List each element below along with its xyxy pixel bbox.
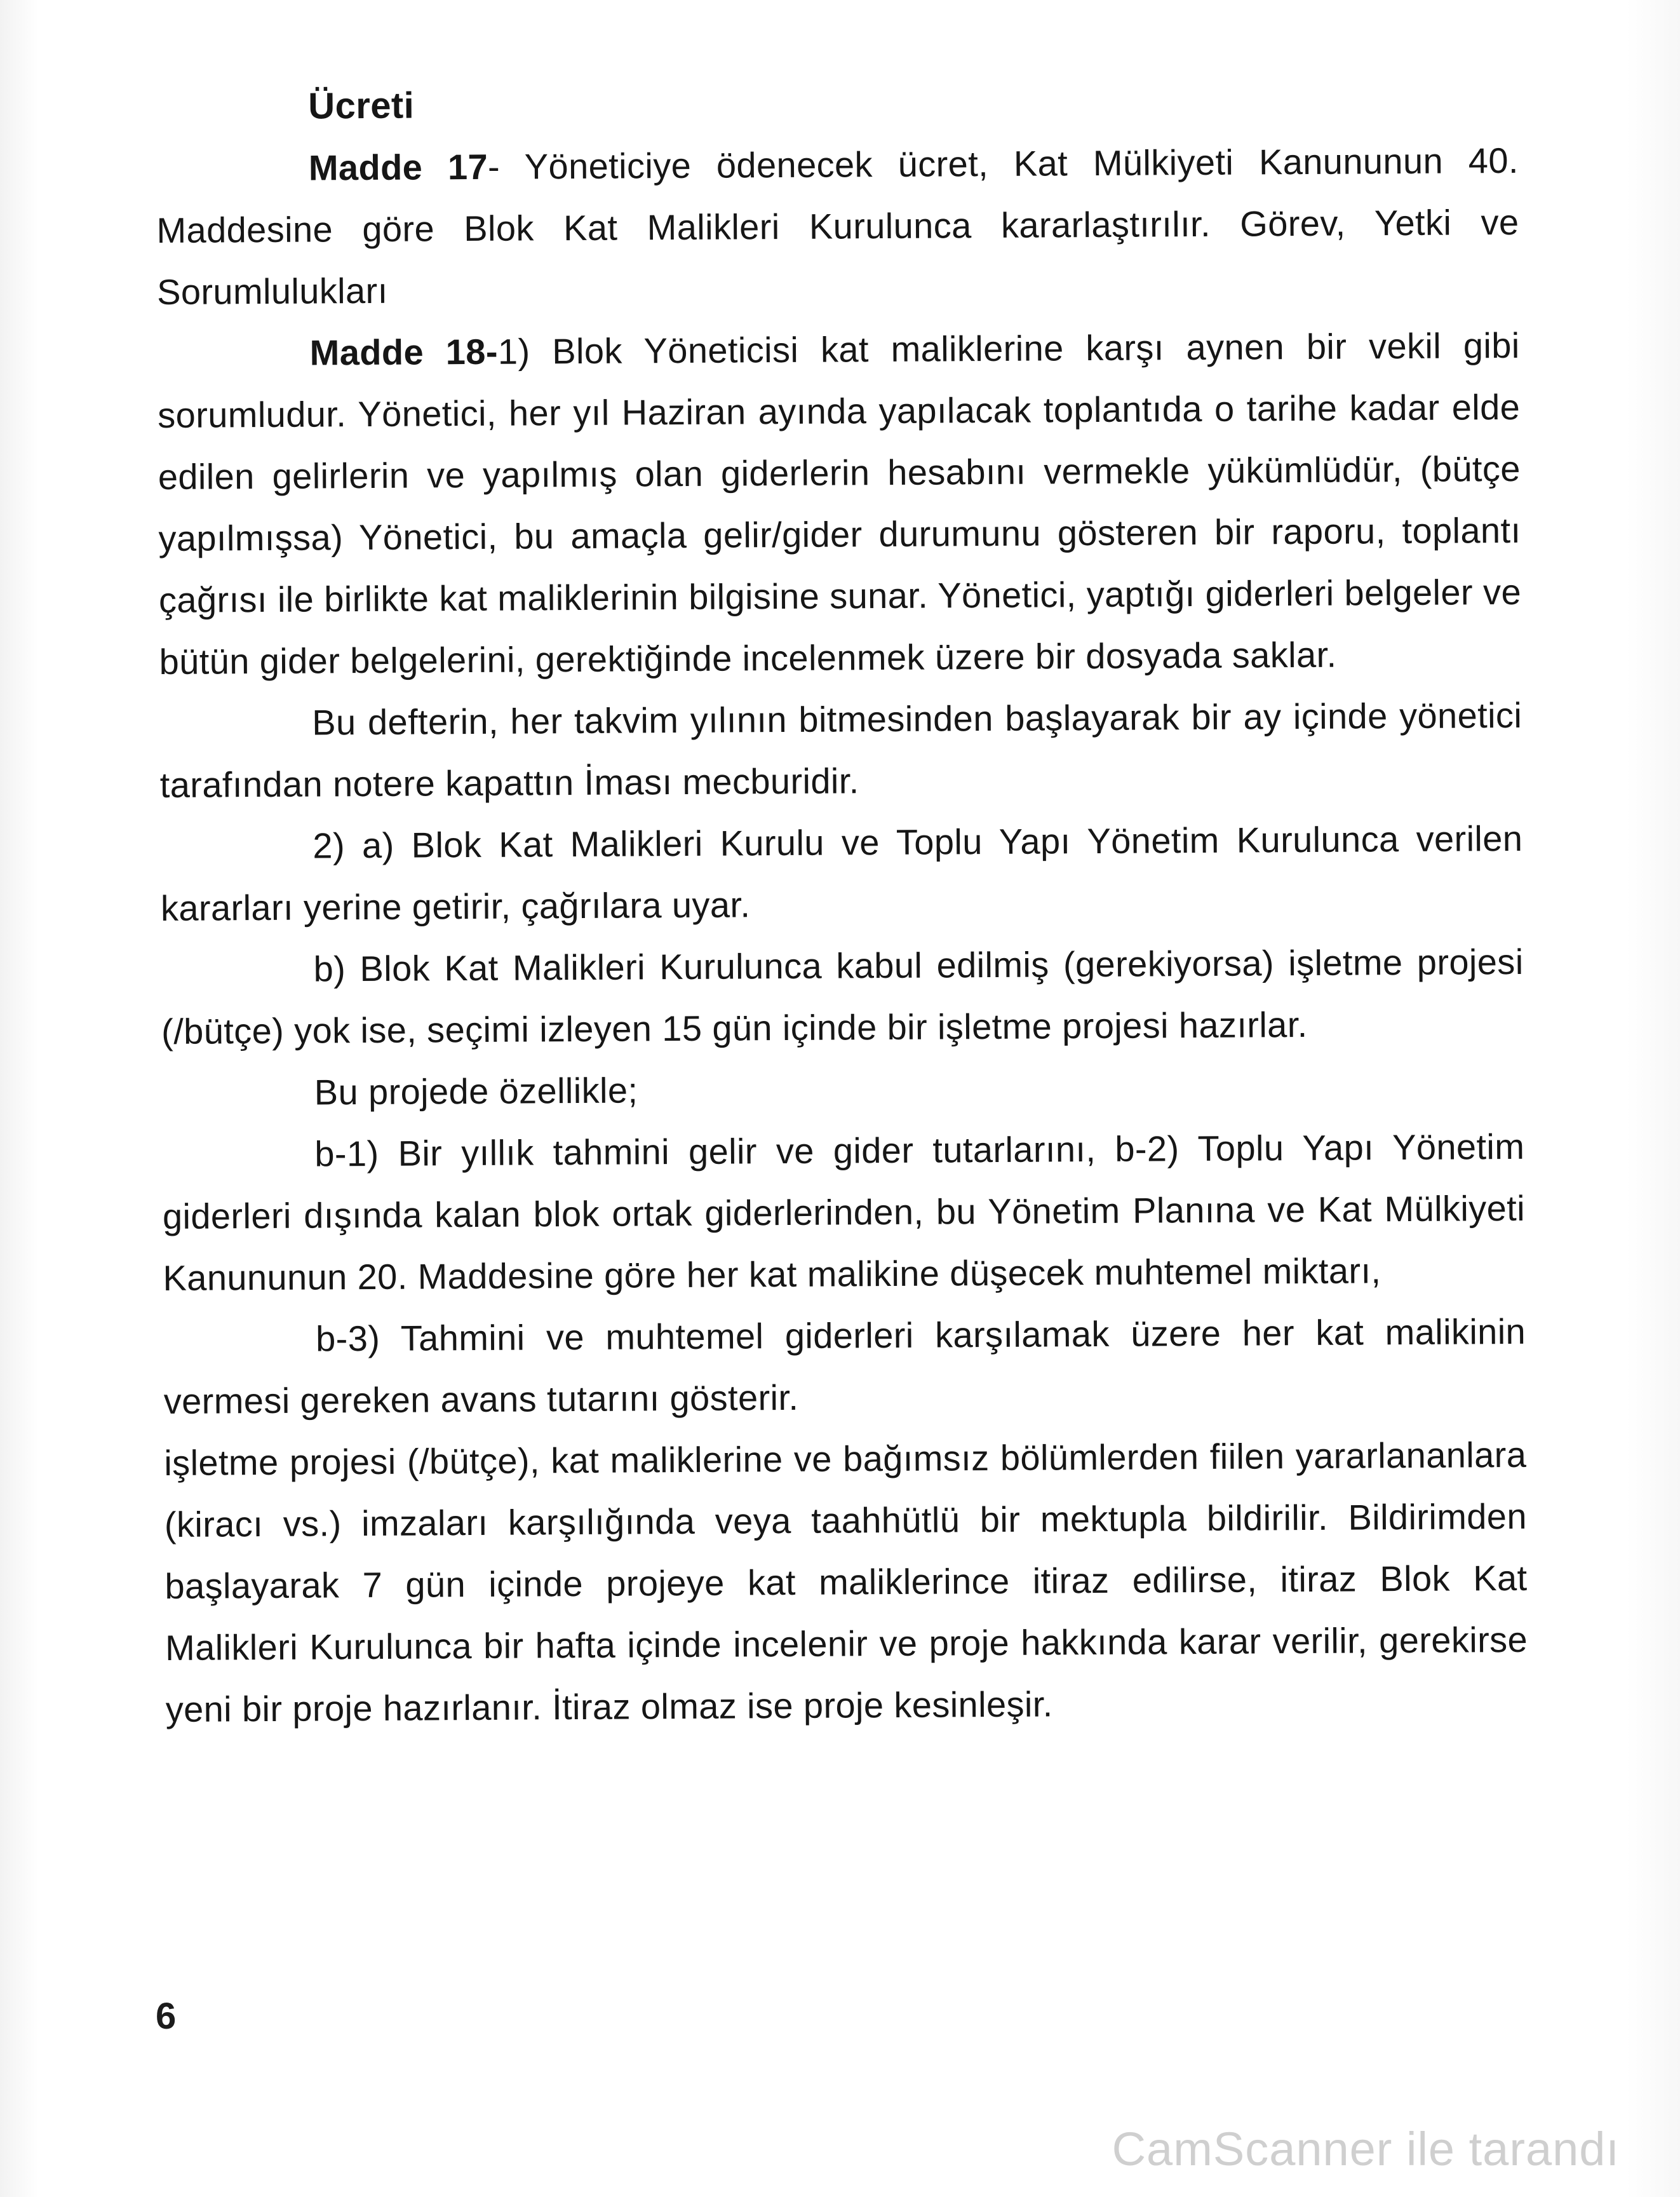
paragraph-projede: Bu projede özellikle; [314, 1070, 638, 1112]
article-label: Madde 18- [309, 331, 499, 373]
paragraph-madde-17 [156, 130, 1520, 323]
paragraph-item-2b: b) Blok Kat Malikleri Kurulunca kabul edilmiş (gerekiyorsa) işletme projesi (/bütçe) yok ise, seçimi izleyen 15 gün içinde bir işletme projesi hazırlar. [161, 941, 1524, 1051]
document-body [156, 68, 1528, 1740]
paragraph-item-b1-b2: b-1) Bir yıllık tahmini gelir ve gider tutarlarını, b-2) Toplu Yapı Yönetim giderleri dışında kalan blok ortak giderlerinden, bu Yönetim Planına ve Kat Mülkiyeti Kanununun 20. Maddesine göre her kat malikine düşecek muhtemel miktarı, [162, 1126, 1526, 1298]
section-heading: Ücreti [308, 84, 415, 127]
paragraph-isletme-projesi: işletme projesi (/bütçe), kat maliklerine ve bağımsız bölümlerden fiilen yararlananlara (kiracı vs.) imzaları karşılığında veya taahhütlü bir mektupla bildirilir. Bildirimden başlayarak 7 gün içinde projeye kat maliklerince itiraz edilirse, itiraz Blok Kat Malikleri Kurulunca bir hafta içinde incelenir ve proje hakkında karar verilir, gerekirse yeni bir proje hazırlanır. İtiraz olmaz ise proje kesinleşir. [164, 1434, 1528, 1729]
paragraph-item-2a: 2) a) Blok Kat Malikleri Kurulu ve Toplu Yapı Yönetim Kurulunca verilen kararları yerine getirir, çağrılara uyar. [160, 818, 1523, 928]
paragraph-text: - Yöneticiye ödenecek ücret, Kat Mülkiyeti Kanununun 40. Maddesine göre Blok Kat Malikleri Kurulunca kararlaştırılır. Görev, Yetki ve Sorumlulukları [156, 140, 1519, 312]
paragraph-madde-18 [157, 314, 1522, 693]
paragraph-item-b3: b-3) Tahmini ve muhtemel giderleri karşılamak üzere her kat malikinin vermesi gereken avans tutarını gösterir. [163, 1311, 1526, 1421]
page-number: 6 [156, 1996, 177, 2037]
scanner-watermark: CamScanner ile tarandı [1112, 2123, 1620, 2175]
paragraph-text: 1) Blok Yöneticisi kat maliklerine karşı aynen bir vekil gibi sorumludur. Yönetici, her yıl Haziran ayında yapılacak toplantıda o tarihe kadar elde edilen gelirlerin ve yapılmış olan giderlerin hesabını vermekle yükümlüdür, (bütçe yapılmışsa) Yönetici, bu amaçla gelir/gider durumunu gösteren bir raporu, toplantı çağrısı ile birlikte kat maliklerinin bilgisine sunar. Yönetici, yaptığı giderleri belgeler ve bütün gider belgelerini, gerektiğinde incelenmek üzere bir dosyada saklar. [158, 325, 1522, 682]
paragraph-defter: Bu defterin, her takvim yılının bitmesinden başlayarak bir ay içinde yönetici tarafından notere kapattın İması mecburidir. [159, 694, 1522, 805]
article-label: Madde 17 [308, 146, 488, 188]
